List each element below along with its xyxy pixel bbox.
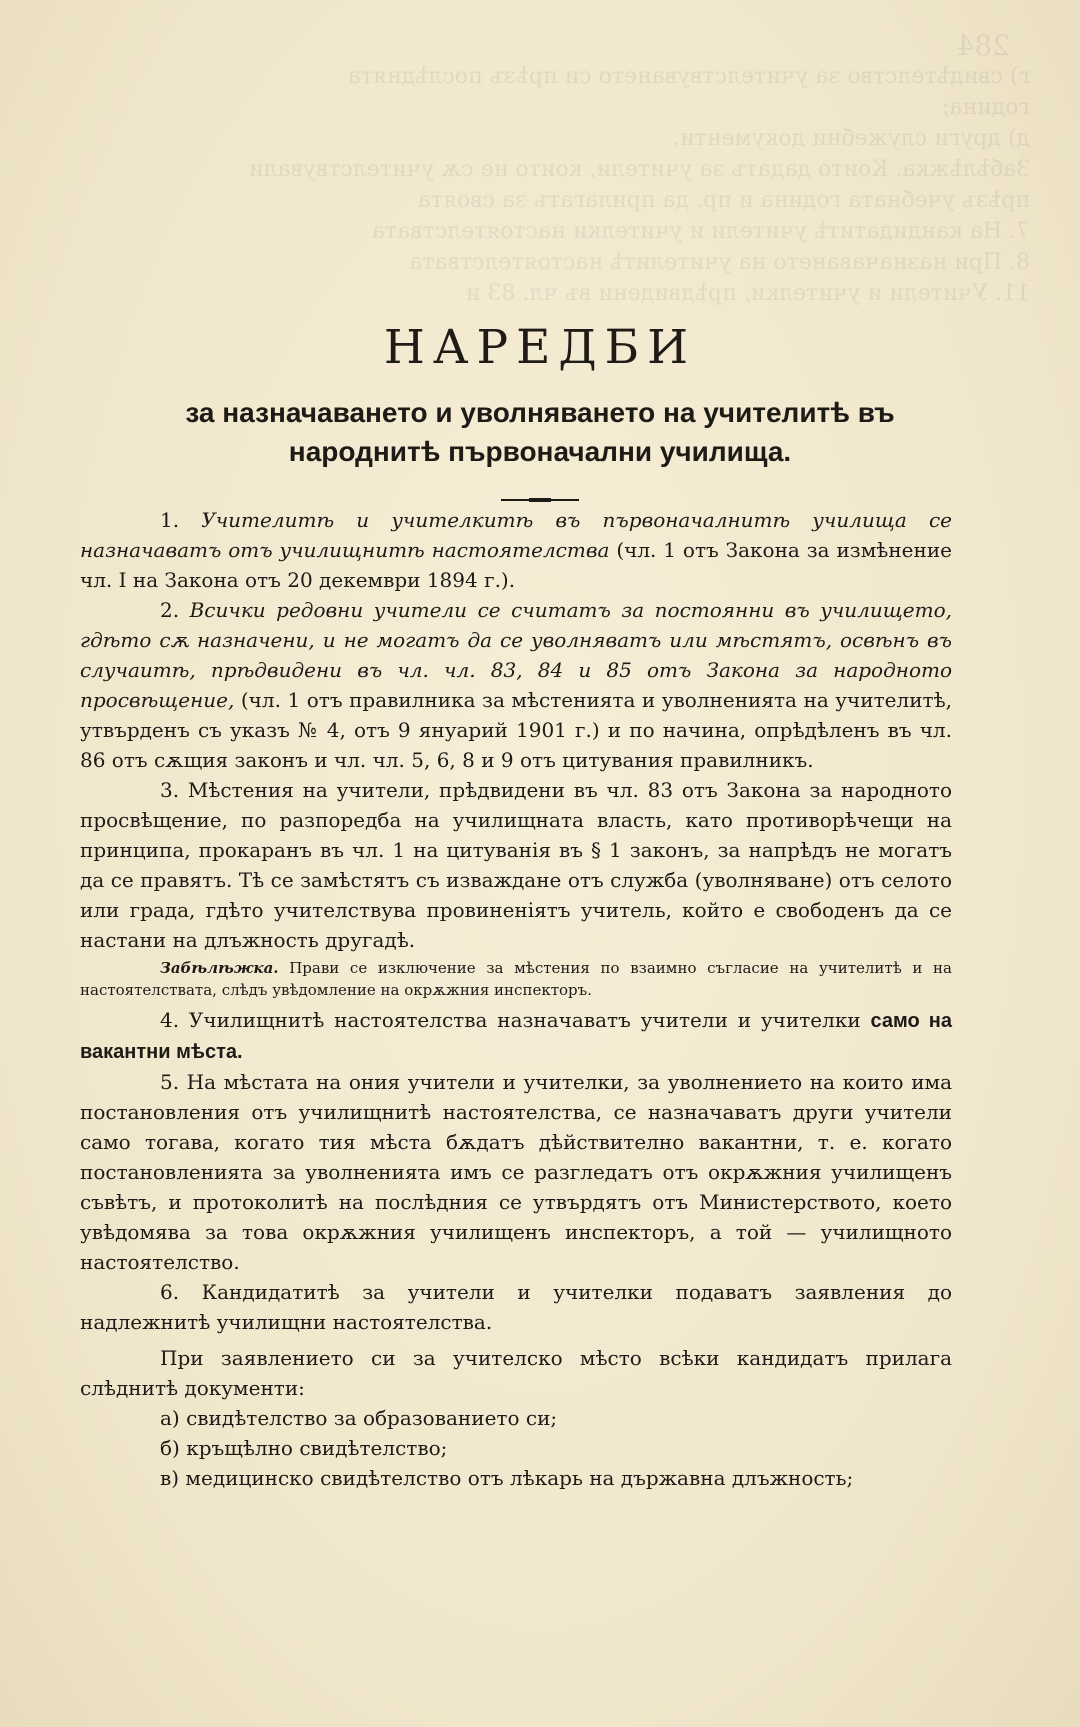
page-subtitle [72, 393, 1008, 471]
note-label: Забѣлѣжка. [160, 959, 279, 977]
paragraph-3: 3. Мѣстения на учители, прѣдвидени въ чл. 83 отъ Закона за народното просвѣщение, по разпоредба на училищната власть, като противорѣчещи на принципа, прокаранъ въ чл. 1 на цитуванія въ § 1 законъ, за напрѣдъ не могатъ да се правятъ. Тѣ се замѣстятъ съ изваждане отъ служба (уволняване) отъ селото или града, гдѣто учителствува провиненіятъ учитель, който е свободенъ да се настани на длъжность другадѣ. [80, 778, 952, 952]
paragraph-1-rest: (чл. 1 отъ Закона за измѣнение чл. I на Закона отъ 20 декември 1894 г.). [80, 538, 952, 592]
list-item: в) медицинско свидѣтелство отъ лѣкарь на държавна длъжность; [160, 1466, 854, 1490]
bleed-line: година; [941, 95, 1030, 120]
bleed-line: Забѣлѣжка. Които дадатъ за учители, които не сѫ учителствували [248, 157, 1030, 182]
note-text: Прави се изключение за мѣстения по взаимно съгласие на учителитѣ и на настоятелствата, слѣдъ увѣдомление на окрѫжния инспекторъ. [80, 959, 952, 999]
subtitle-line: за назначаването и уволняването на учителитѣ въ [185, 397, 895, 428]
bleed-page-number: 284 [956, 30, 1010, 62]
bleed-line: г) свидѣтелство за учителствуването си прѣзъ послѣднята [347, 64, 1030, 89]
note [80, 958, 952, 1001]
title-divider [501, 499, 579, 501]
list-item: б) кръщѣлно свидѣтелство; [160, 1436, 448, 1460]
bleed-line: 11. Учители и учителки, прѣдвидени въ чл. 83 и [465, 281, 1030, 306]
list-item: а) свидѣтелство за образованието си; [160, 1406, 558, 1430]
paragraph-number: 1. [160, 508, 180, 532]
paragraph-2 [80, 595, 952, 775]
paragraph-4-end: само на вакантни мѣста. [80, 1010, 952, 1063]
paragraph-2-rest: (чл. 1 отъ правилника за мѣстенията и уволненията на учителитѣ, утвърденъ съ указъ № 4, отъ 9 януарий 1901 г.) и по начина, опрѣдѣленъ въ чл. 86 отъ сѫщия законъ и чл. чл. 5, 6, 8 и 9 отъ цитувания правилникъ. [80, 688, 953, 772]
page-title: НАРЕДБИ [383, 320, 697, 375]
document-header [72, 320, 1008, 501]
paragraph-5: 5. На мѣстата на ония учители и учителки, за уволнението на които има постановления отъ училищнитѣ настоятелства, се назначаватъ други учители само тогава, когато тия мѣста бѫдатъ дѣйствително вакантни, т. е. когато постановленията за уволненията имъ се разгледатъ отъ окрѫжния училищенъ съвѣтъ, и протоколитѣ на послѣдния се утвърдятъ отъ Министерството, което увѣдомява за това окрѫжния училищенъ инспекторъ, а той — училищното настоятелство. [80, 1070, 952, 1274]
paragraph-7: При заявлението си за учителско мѣсто всѣки кандидатъ прилага слѣднитѣ документи: [80, 1346, 952, 1400]
paragraph-1 [80, 505, 952, 595]
subtitle-line: народнитѣ първоначални училища. [288, 436, 792, 467]
bleed-line: д) други служебни документи. [672, 126, 1030, 151]
bleed-line: 7. На кандидатитѣ учители и учителки настоятелствата [371, 219, 1030, 244]
paragraph-4 [80, 1005, 952, 1067]
paragraph-6: 6. Кандидатитѣ за учители и учителки подаватъ заявления до надлежнитѣ училищни настоятелства. [80, 1280, 952, 1334]
bleed-line: прѣзъ учебната година и пр. да прилагатъ за своята [417, 188, 1030, 213]
bleed-line: 8. При назначаването на учителитѣ настоятелствата [409, 250, 1030, 275]
paragraph-1-italic: Учителитѣ и учителкитѣ въ първоначалнитѣ училища се назначаватъ отъ училищнитѣ настоятелства [80, 508, 952, 562]
paragraph-number: 2. [160, 598, 180, 622]
paragraph-2-italic: Всички редовни учители се считатъ за постоянни въ училището, гдѣто сѫ назначени, и не могатъ да се уволняватъ или мѣстятъ, освѣнъ въ случаитѣ, прѣдвидени въ чл. чл. 83, 84 и 85 отъ Закона за народното просвѣщение, [80, 598, 953, 712]
paragraph-4-start: 4. Училищнитѣ настоятелства назначаватъ учители и учителки [160, 1008, 861, 1032]
document-body [80, 505, 952, 1493]
